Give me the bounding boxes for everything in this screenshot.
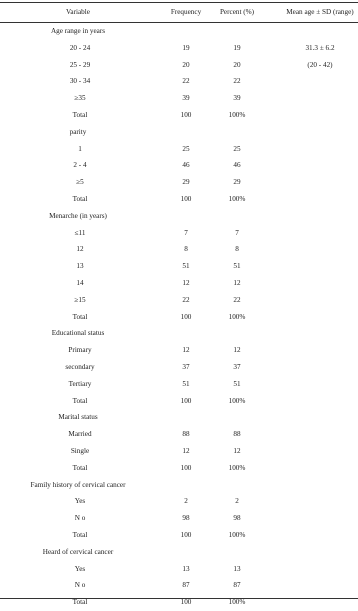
percent-value: 98 [233,514,241,523]
row-label: Yes [74,564,86,573]
table-row [0,40,358,57]
section-title-row [0,208,358,225]
section-title: Marital status [58,413,98,422]
section-title: Menarche (in years) [49,211,107,220]
percent-value: 46 [233,161,241,170]
frequency-value: 12 [182,346,190,355]
row-label: Primary [68,346,92,355]
table-row [0,426,358,443]
percent-value: 37 [233,363,241,371]
section-title-row [0,477,358,494]
row-label: Total [72,111,88,119]
row-label: 1 [78,144,82,153]
percent-value: 7 [235,228,239,237]
percent-value: 12 [233,279,241,287]
percent-value: 20 [233,60,241,69]
table-row [0,510,358,527]
table-row [0,393,358,410]
table-row [0,258,358,275]
row-label: ≤11 [74,228,86,237]
frequency-value: 19 [182,43,190,52]
frequency-value: 37 [182,363,190,371]
percent-value: 12 [233,447,241,455]
header-mean-age: Mean age ± SD (range) [286,8,354,16]
frequency-value: 7 [184,228,188,237]
row-label: Married [68,430,92,439]
section-title: Family history of cervical cancer [30,480,126,489]
frequency-value: 39 [182,94,190,103]
row-label: Yes [74,497,86,506]
table-row [0,141,358,158]
section-title-row [0,544,358,561]
section-title: parity [69,127,87,136]
section-title-row [0,325,358,342]
percent-value: 100% [228,312,246,321]
table-row [0,225,358,242]
row-label: Total [72,531,88,539]
section-title-row [0,124,358,141]
frequency-value: 100 [180,111,192,119]
frequency-value: 2 [184,497,188,506]
table-row [0,577,358,594]
percent-value: 100% [228,598,246,607]
table-header-row [0,4,358,21]
frequency-value: 100 [180,312,192,321]
frequency-value: 51 [182,262,190,271]
table-row [0,57,358,74]
table-row [0,191,358,208]
row-label: 2 - 4 [73,161,87,170]
row-label: 20 - 24 [69,43,91,52]
frequency-value: 25 [182,144,190,153]
table-row [0,107,358,124]
section-title: Age range in years [50,27,106,35]
frequency-value: 20 [182,60,190,69]
percent-value: 100% [228,111,246,119]
mean-age-sd: 31.3 ± 6.2 [305,43,335,52]
table-row [0,157,358,174]
frequency-value: 46 [182,161,190,170]
section-title-row [0,409,358,426]
percent-value: 22 [233,77,241,86]
frequency-value: 22 [182,295,190,304]
percent-value: 100% [228,463,246,472]
row-label: 14 [76,279,84,287]
section-title: Educational status [51,329,105,338]
row-label: Single [70,447,90,455]
row-label: Total [72,463,88,472]
frequency-value: 22 [182,77,190,86]
frequency-value: 100 [180,463,192,472]
percent-value: 13 [233,564,241,573]
age-range: (20 - 42) [307,60,333,69]
frequency-value: 100 [180,598,192,607]
frequency-value: 98 [182,514,190,523]
frequency-value: 12 [182,279,190,287]
row-label: 30 - 34 [69,77,91,86]
table-row [0,275,358,292]
header-variable: Variable [66,8,90,16]
row-label: Tertiary [68,379,92,388]
row-label: secondary [65,363,95,371]
top-rule [0,2,358,3]
frequency-value: 13 [182,564,190,573]
table-row [0,443,358,460]
percent-value: 100% [228,195,246,203]
section-title: Heard of cervical cancer [42,547,114,556]
percent-value: 2 [235,497,239,506]
table-row [0,594,358,611]
table-row [0,292,358,309]
table-row [0,241,358,258]
percent-value: 12 [233,346,241,355]
percent-value: 51 [233,262,241,271]
frequency-value: 100 [180,396,192,405]
percent-value: 22 [233,295,241,304]
table-row [0,460,358,477]
frequency-value: 12 [182,447,190,455]
table-row [0,342,358,359]
percent-value: 87 [233,581,241,590]
frequency-value: 100 [180,195,192,203]
frequency-value: 51 [182,379,190,388]
row-label: N o [74,581,86,590]
table-row [0,376,358,393]
table-row [0,561,358,578]
frequency-value: 87 [182,581,190,590]
row-label: ≥5 [76,178,84,187]
row-label: Total [72,396,88,405]
row-label: Total [72,598,88,607]
percent-value: 25 [233,144,241,153]
bottom-rule [0,598,358,599]
percent-value: 88 [233,430,241,439]
frequency-value: 100 [180,531,192,539]
percent-value: 100% [228,531,246,539]
header-frequency: Frequency [170,8,202,16]
percent-value: 100% [228,396,246,405]
row-label: 25 - 29 [69,60,91,69]
percent-value: 8 [235,245,239,254]
table-row [0,493,358,510]
frequency-value: 8 [184,245,188,254]
row-label: Total [72,312,88,321]
frequency-value: 88 [182,430,190,439]
section-title-row [0,23,358,40]
table-row [0,73,358,90]
row-label: ≥15 [74,295,86,304]
percent-value: 29 [233,178,241,187]
frequency-value: 29 [182,178,190,187]
row-label: Total [72,195,88,203]
percent-value: 19 [233,43,241,52]
row-label: 13 [76,262,84,271]
table-row [0,90,358,107]
row-label: N o [74,514,86,523]
row-label: 12 [76,245,84,254]
header-percent: Percent (%) [219,8,255,16]
table-row [0,359,358,376]
table-row [0,309,358,326]
row-label: ≥35 [74,94,86,103]
table-row [0,174,358,191]
percent-value: 39 [233,94,241,103]
table-row [0,527,358,544]
percent-value: 51 [233,379,241,388]
